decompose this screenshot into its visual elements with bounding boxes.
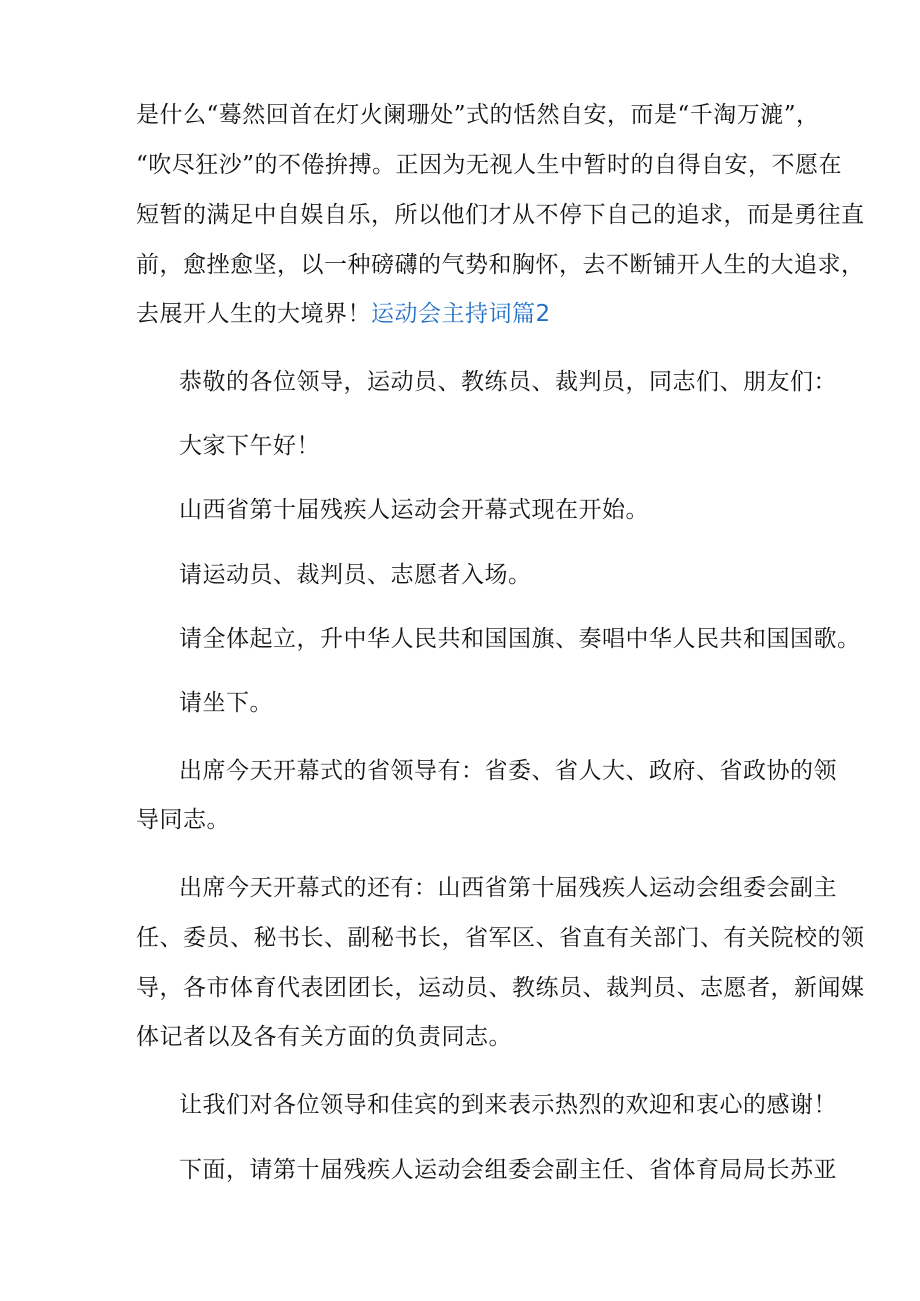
- text-line: “吹尽狂沙”的不倦拚搏。正因为无视人生中暂时的自得自安，不愿在: [136, 152, 843, 178]
- paragraph: 下面，请第十届残疾人运动会组委会副主任、省体育局局长苏亚: [179, 1157, 837, 1183]
- text-line-with-heading: [136, 299, 551, 329]
- section-heading: 运动会主持词篇2: [371, 301, 551, 327]
- paragraph: 让我们对各位领导和佳宾的到来表示热烈的欢迎和衷心的感谢！: [179, 1092, 837, 1118]
- paragraph: 大家下午好！: [179, 433, 320, 459]
- paragraph-line: 出席今天开幕式的省领导有：省委、省人大、政府、省政协的领: [179, 758, 837, 784]
- text-line: 短暂的满足中自娱自乐，所以他们才从不停下自己的追求，而是勇往直: [136, 202, 865, 228]
- paragraph: 请运动员、裁判员、志愿者入场。: [179, 562, 532, 588]
- paragraph: 山西省第十届残疾人运动会开幕式现在开始。: [179, 497, 649, 523]
- paragraph: 请坐下。: [179, 690, 273, 716]
- paragraph-line: 任、委员、秘书长、副秘书长，省军区、省直有关部门、有关院校的领: [136, 925, 865, 951]
- paragraph-line: 体记者以及各有关方面的负责同志。: [136, 1024, 512, 1050]
- paragraph-line: 导同志。: [136, 807, 230, 833]
- text-line: 前，愈挫愈坚，以一种磅礴的气势和胸怀，去不断铺开人生的大追求，: [136, 252, 865, 278]
- paragraph: 恭敬的各位领导，运动员、教练员、裁判员，同志们、朋友们：: [179, 369, 837, 395]
- text-line: 是什么“蓦然回首在灯火阑珊处”式的恬然自安，而是“千淘万漉”，: [136, 102, 820, 128]
- text-fragment: 去展开人生的大境界！: [136, 301, 371, 327]
- paragraph-line: 导，各市体育代表团团长，运动员、教练员、裁判员、志愿者，新闻媒: [136, 975, 865, 1001]
- paragraph-line: 出席今天开幕式的还有：山西省第十届残疾人运动会组委会副主: [179, 875, 837, 901]
- paragraph: 请全体起立，升中华人民共和国国旗、奏唱中华人民共和国国歌。: [179, 626, 861, 652]
